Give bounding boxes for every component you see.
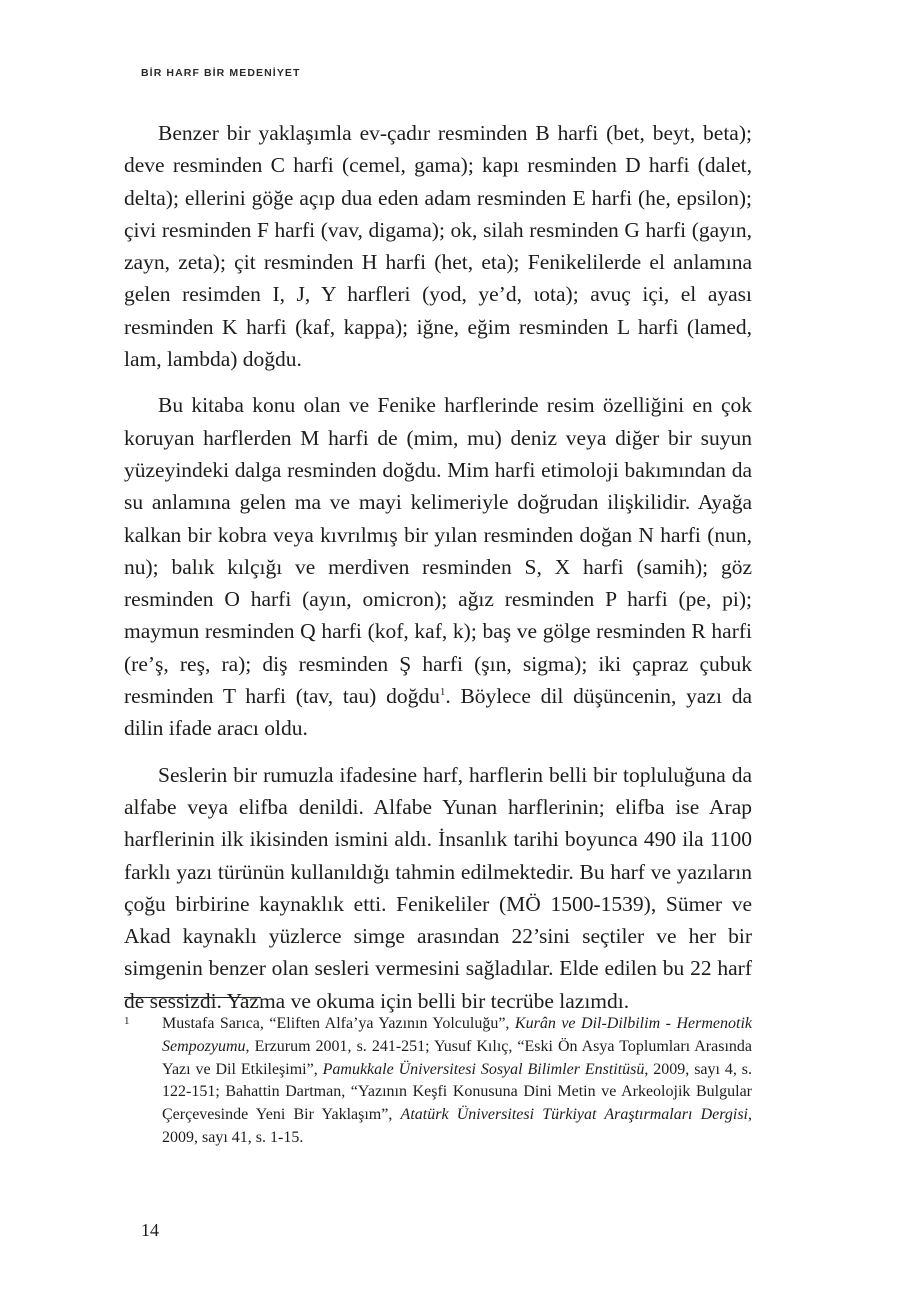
paragraph-2-text-after: . Böylece dil düşüncenin, yazı da dilin ifade aracı oldu. [124,684,752,741]
page-number: 14 [141,1220,159,1240]
footnote-number: 1 [124,1015,130,1027]
footnote-divider [124,997,261,998]
footnote-segment: , Erzurum 2001, s. 241-251; Yusuf Kılıç, “Eski Ön Asya Toplumları Arasında Yazı ve Dil Etkileşimi”, [162,1037,752,1078]
footnote-text [162,1013,752,1150]
paragraph-2-text-before: Bu kitaba konu olan ve Fenike harflerinde resim özelliğini en çok koruyan harflerden M harfi de (mim, mu) deniz veya diğer bir suyun yüzeyindeki dalga resminden doğdu. Mim harfi etimoloji bakımından da su anlamına gelen ma ve mayi kelimeriyle doğrudan ilişkilidir. Ayağa kalkan bir kobra veya kıvrılmış bir yılan resminden doğan N harfi (nun, nu); balık kılçığı ve merdiven resminden S, X harfi (samih); göz resminden O harfi (ayın, omicron); ağız resminden P harfi (pe, pi); maymun resminden Q harfi (kof, kaf, k); baş ve gölge resminden R harfi (re’ş, reş, ra); diş resminden Ş harfi (şın, sigma); iki çapraz çubuk resminden T harfi (tav, tau) doğdu [124,393,752,709]
paragraph-2 [124,389,752,744]
footnote-segment: , 2009, sayı 41, s. 1-15. [162,1106,752,1146]
paragraph-3: Seslerin bir rumuzla ifadesine harf, harflerin belli bir topluluğuna da alfabe veya elifba denildi. Alfabe Yunan harflerinin; elifba ise Arap harflerinin ilk ikisinden ismini aldı. İnsanlık tarihi boyunca 490 ila 1100 farklı yazı türünün kullanıldığı tahmin edilmektedir. Bu harf ve yazıların çoğu birbirine kaynaklık etti. Fenikeliler (MÖ 1500-1539), Sümer ve Akad kaynaklı yüzlerce simge arasından 22’sini seçtiler ve her bir simgenin benzer olan sesleri vermesini sağladılar. Elde edilen bu 22 harf de sessizdi. Yazma ve okuma için belli bir tecrübe lazımdı. [124,762,752,1013]
paragraph-1: Benzer bir yaklaşımla ev-çadır resminden B harfi (bet, beyt, beta); deve resminden C harfi (cemel, gama); kapı resminden D harfi (dalet, delta); ellerini göğe açıp dua eden adam resminden E harfi (he, epsilon); çivi resminden F harfi (vav, digama); ok, silah resminden G harfi (gayın, zayn, zeta); çit resminden H harfi (het, eta); Fenikelilerde el anlamına gelen resimden I, J, Y harfleri (yod, ye’d, ιοta); avuç içi, el ayası resminden K harfi (kaf, kappa); iğne, eğim resminden L harfi (lamed, lam, lambda) doğdu. [124,121,752,372]
running-header: BİR HARF BİR MEDENİYET [141,67,301,79]
footnote-segment-italic: Kurân ve Dil-Dilbilim - Hermenotik Sempozyumu [162,1015,752,1055]
footnote-segment-italic: Pamukkale Üniversitesi Sosyal Bilimler Enstitüsü [322,1060,645,1078]
main-text [124,117,752,1031]
footnote-segment-italic: Atatürk Üniversitesi Türkiyat Araştırmaları Dergisi [400,1106,748,1124]
footnote [124,1013,752,1150]
footnote-reference[interactable]: 1 [439,686,446,699]
footnote-segment: Mustafa Sarıca, “Eliften Alfa’ya Yazının Yolculuğu”, [162,1015,515,1032]
footnote-segment: , 2009, sayı 4, s. 122-151; Bahattin Dartman, “Yazının Keşfi Konusuna Dini Metin ve Arkeolojik Bulgular Çerçevesinde Yeni Bir Yaklaşım”, [162,1060,753,1124]
